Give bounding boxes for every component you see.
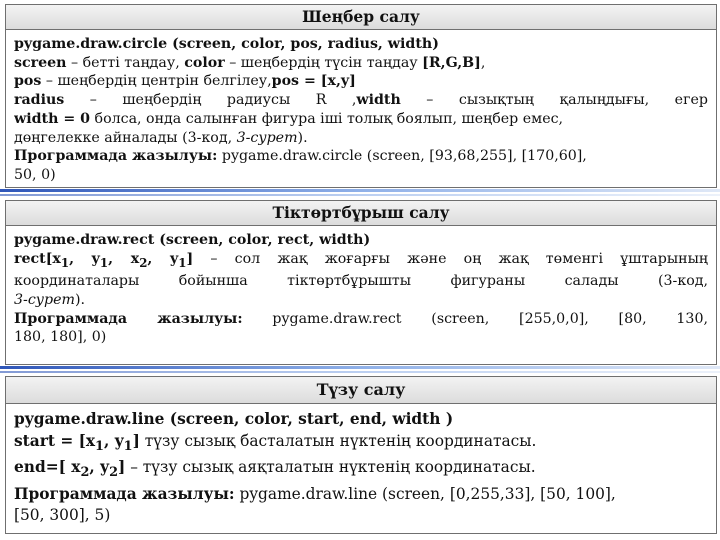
radius-keyword: radius [14,92,65,109]
rect-desc-line-2: координаталары бойынша тіктөртбұрышты фигураны салады (3-код, [14,273,708,290]
line-end-line [14,457,708,484]
rect-desc-line [14,250,708,273]
pos-keyword: pos [14,73,42,90]
figure-reference: 3-сурет [236,129,298,146]
circle-section [5,4,717,188]
rect-program-line-2: 180, 180], 0) [14,329,107,346]
ring-description: дөңгелекке айналады (3-код, [14,129,237,146]
line-section-title: Түзу салу [6,377,716,404]
start-keyword-close: ] [132,431,140,450]
circle-program-line [14,147,708,166]
color-value: [R,G,B] [422,54,481,71]
start-description: түзу сызық басталатын нүктенің координатасы. [139,431,537,450]
program-label: Программада жазылуы: [14,148,218,165]
screen-description: – бетті таңдау, [66,54,185,71]
program-code: pygame.draw.circle (screen, [93,68,255], [170,60], [217,148,587,165]
subscript-1: 1 [99,255,109,270]
line-syntax: pygame.draw.line (screen, color, start, end, width ) [14,410,454,428]
width-keyword: width [356,92,401,109]
figure-reference: 3-сурет [14,291,75,308]
rect-keyword-y: , y [69,250,100,267]
rect-program-line [14,310,708,329]
rect-ref-line [14,291,708,310]
subscript-1: 1 [60,255,70,270]
end-description: – түзу сызық аяқталатын нүктенің координатасы. [125,458,536,477]
ring-end: ). [297,129,308,146]
color-line-end: , [480,54,486,71]
rect-section-title: Тіктөртбұрыш салу [6,201,716,226]
circle-syntax: pygame.draw.circle (screen, color, pos, radius, width) [14,36,439,52]
ref-end: ). [74,291,85,308]
rect-section [5,200,717,365]
line-section [5,376,717,534]
subscript-1: 1 [95,438,104,454]
circle-radius-line [14,91,708,110]
radius-description: – шеңбердің радиусы R , [64,92,357,109]
divider-stripe-bottom [0,363,720,377]
program-label: Программада жазылуы: [14,310,243,327]
subscript-2: 2 [109,465,119,481]
end-keyword-x: end=[ x [14,458,81,477]
subscript-1: 1 [178,255,187,270]
divider-stripe-top [0,186,720,200]
pos-value: pos = [x,y] [271,73,356,90]
subscript-2: 2 [139,255,148,270]
circle-section-title: Шеңбер салу [6,5,716,30]
rect-keyword-y2: , y [147,250,179,267]
start-keyword-y: , y [103,431,124,450]
rect-keyword-x2: , x [108,250,140,267]
line-start-line [14,431,708,458]
subscript-2: 2 [80,465,90,481]
circle-pos-line [14,72,708,91]
line-program-line [14,484,708,506]
subscript-1: 1 [123,438,133,454]
rect-syntax: pygame.draw.rect (screen, color, rect, width) [14,232,371,248]
circle-width0-line [14,110,708,129]
color-keyword: color [184,54,225,71]
rect-keyword [14,250,194,270]
circle-ring-line [14,129,708,148]
rect-description: – сол жақ жоғарғы және оң жақ төменгі ұштарының [193,250,708,267]
start-keyword [14,431,140,454]
screen-keyword: screen [14,54,67,71]
end-keyword [14,458,126,481]
start-keyword-x: start = [x [14,431,96,450]
color-description: – шеңбердің түсін таңдау [224,54,423,71]
rect-keyword-x: rect[x [14,250,61,267]
circle-program-line-2: 50, 0) [14,166,56,183]
pos-description: – шеңбердің центрін белгілеу, [41,73,272,90]
program-label: Программада жазылуы: [14,484,235,503]
end-keyword-close: ] [118,458,126,477]
line-program-line-2: [50, 300], 5) [14,506,111,525]
width-zero-keyword: width = 0 [14,110,91,127]
circle-screen-color-line [14,54,708,73]
width-description: – сызықтың қалыңдығы, егер [400,92,708,109]
width-zero-description: болса, онда салынған фигура іші толық боялып, шеңбер емес, [90,110,564,127]
rect-keyword-close: ] [186,250,194,267]
program-code: pygame.draw.line (screen, [0,255,33], [50, 100], [234,484,616,503]
end-keyword-y: , y [89,458,110,477]
program-code: pygame.draw.rect (screen, [255,0,0], [80, 130, [242,310,708,327]
